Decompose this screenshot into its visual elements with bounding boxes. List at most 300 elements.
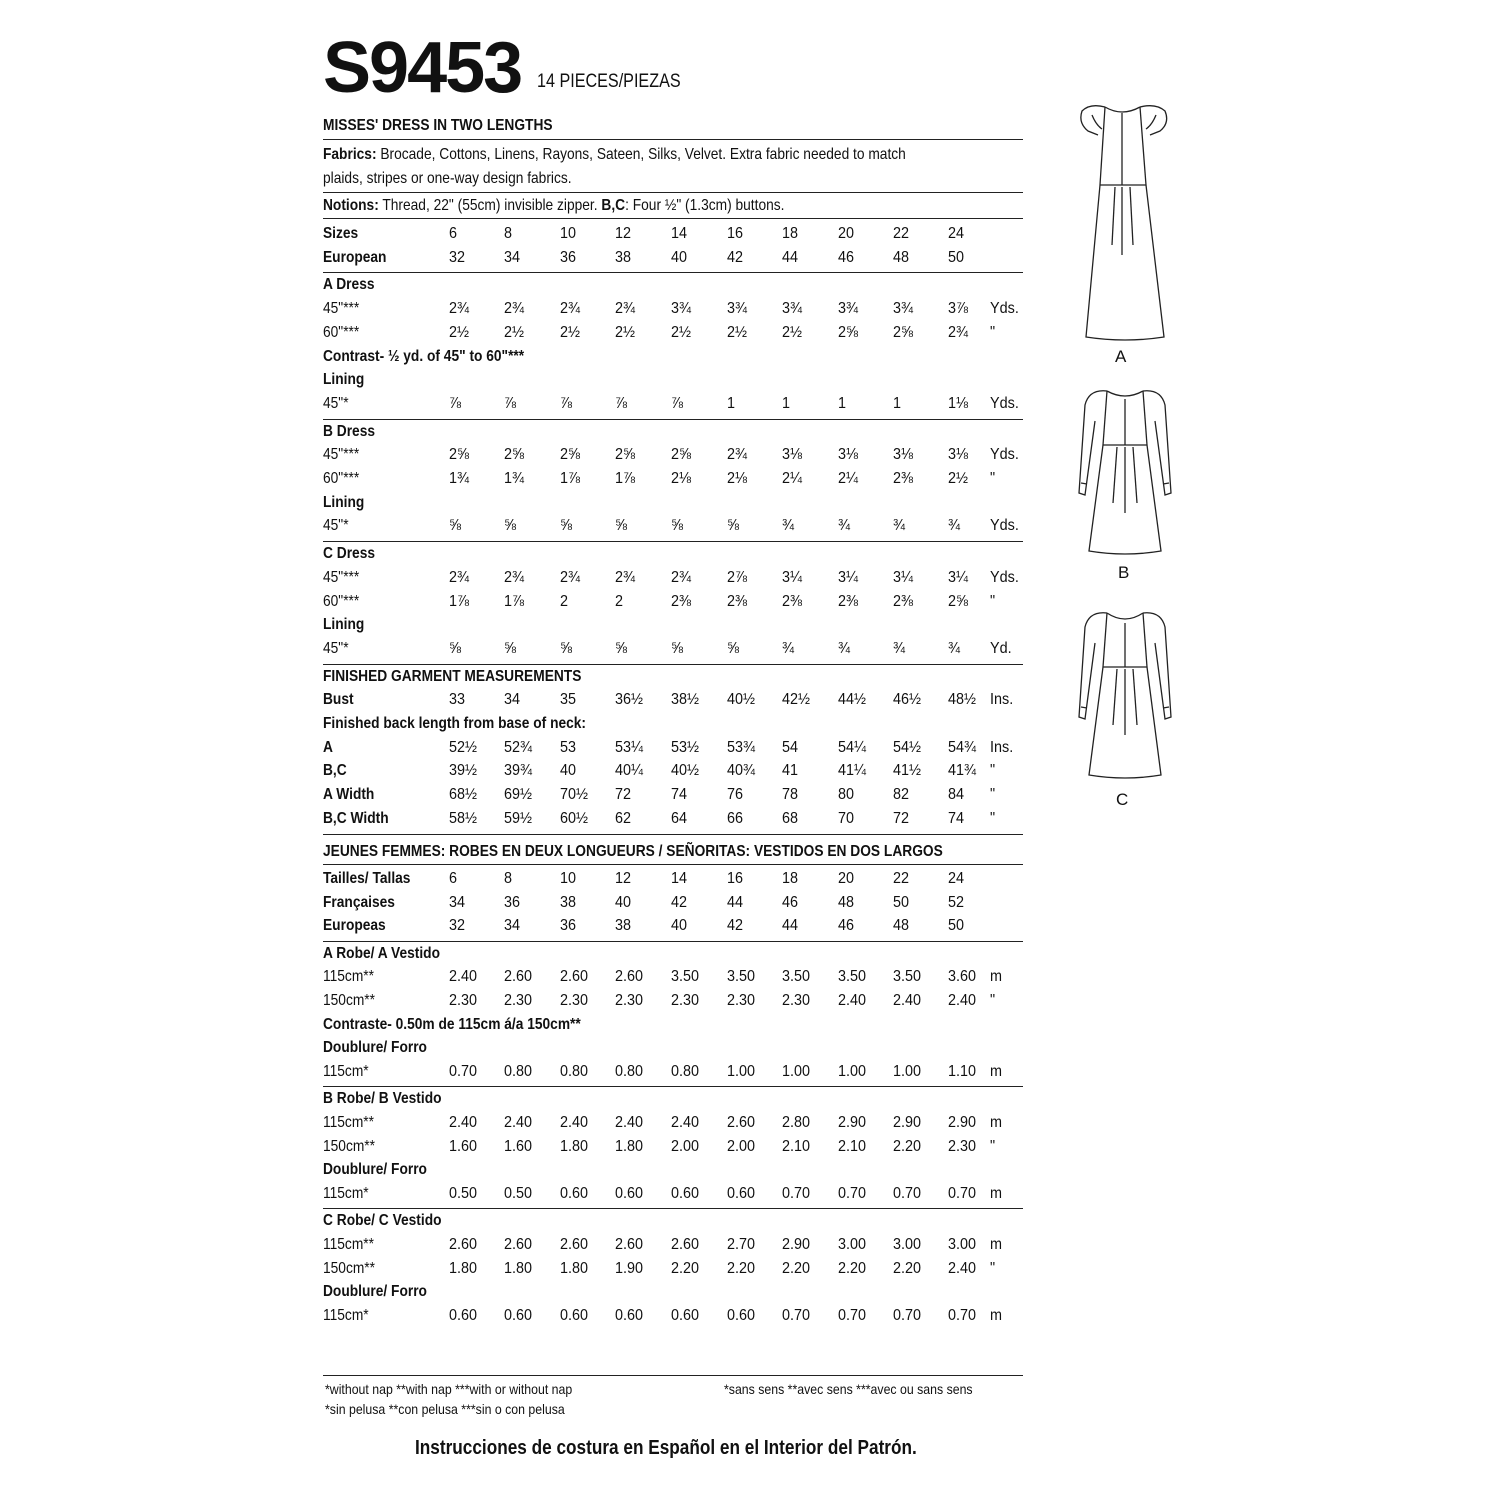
table-cell: 3¼ [948,568,969,586]
table-cell: 41¼ [838,762,867,780]
table-cell: ¾ [782,517,795,535]
table-cell: 2.60 [560,968,589,986]
table-cell: 0.50 [504,1184,533,1202]
unit-cell: Yds. [990,568,1019,586]
unit-cell: Yds. [990,394,1019,412]
divider [323,272,1023,273]
unit-cell: " [990,1259,996,1277]
row-label: 60"*** [323,470,360,487]
row-label: Europeas [323,917,386,935]
table-cell: 2¼ [838,470,859,487]
table-cell: 2⅝ [671,446,692,464]
table-cell: 40¼ [615,762,644,780]
table-cell: 34 [504,248,521,266]
table-cell: 68½ [449,786,478,804]
table-cell: 48 [893,917,910,935]
table-cell: 1⅞ [449,592,470,610]
table-cell: 54½ [893,738,922,756]
table-cell: 36 [504,893,521,911]
table-cell: 42 [671,893,688,911]
table-cell: 2½ [615,323,636,341]
divider [323,139,1023,140]
table-cell: 2⅛ [727,470,748,487]
table-cell: ⅝ [449,517,462,535]
table-cell: 2.30 [449,992,478,1009]
table-cell: 34 [504,917,521,935]
unit-cell: m [990,1306,1002,1324]
table-cell: 3¾ [671,300,692,318]
table-cell: 2¾ [560,300,581,318]
table-cell: 1.90 [615,1259,644,1277]
table-cell: 1 [782,394,791,412]
notions-line [323,196,784,216]
row-label: Françaises [323,893,395,911]
row-label: 115cm** [323,1236,374,1253]
table-cell: 2.40 [560,1114,589,1131]
table-cell: 0.60 [671,1306,700,1324]
table-cell: 3⅞ [948,300,969,318]
table-cell: ⅝ [615,639,628,657]
table-cell: 22 [893,225,910,242]
table-cell: 0.70 [782,1306,811,1324]
footnote-english: *without nap **with nap ***with or without nap [325,1381,573,1397]
table-cell: 0.60 [727,1184,756,1202]
table-cell: 2.00 [671,1137,700,1155]
table-cell: 2.40 [893,992,922,1009]
table-cell: 0.60 [560,1184,589,1202]
table-cell: 2 [615,592,624,610]
table-cell: 24 [948,870,965,887]
unit-cell: " [990,762,996,780]
divider [323,834,1023,835]
table-cell: 3.50 [893,968,922,986]
row-label: 45"*** [323,568,360,586]
table-cell: 46½ [893,691,922,709]
table-cell: 78 [782,786,799,804]
french-spanish-title: JEUNES FEMMES: ROBES EN DEUX LONGUEURS / SEÑORITAS: VESTIDOS EN DOS LARGOS [323,843,943,860]
table-cell: 2.00 [727,1137,756,1155]
table-cell: 2.60 [671,1236,700,1253]
row-label: 115cm* [323,1306,369,1324]
table-cell: 2.60 [449,1236,478,1253]
view-letter-a: A [1115,347,1127,366]
table-cell: 38 [615,248,632,266]
table-cell: ⅞ [504,394,517,412]
table-cell: 41¾ [948,762,977,780]
table-cell: 39¾ [504,762,533,780]
table-cell: 2.60 [504,1236,533,1253]
table-cell: 2⅝ [560,446,581,464]
divider [323,1208,1023,1209]
table-cell: 1.80 [615,1137,644,1155]
table-cell: 2.40 [948,1259,977,1277]
table-cell: 2.30 [948,1137,977,1155]
table-cell: 38½ [671,691,700,709]
divider [323,419,1023,420]
table-cell: 53¾ [727,738,756,756]
table-cell: 2.70 [727,1236,756,1253]
table-cell: 84 [948,786,965,804]
table-cell: 2.60 [727,1114,756,1131]
table-cell: 2.80 [782,1114,811,1131]
table-cell: 1.80 [560,1137,589,1155]
row-label: Doublure/ Forro [323,1039,427,1057]
table-cell: 1⅛ [948,394,969,412]
table-cell: ⅝ [560,639,573,657]
table-cell: 1¾ [504,470,525,487]
table-cell: 1.60 [449,1137,478,1155]
table-cell: 36½ [615,691,644,709]
notions-text-2: : Four ½" (1.3cm) buttons. [625,197,785,214]
row-label: 115cm** [323,1114,374,1131]
fabrics-line-2: plaids, stripes or one-way design fabrics. [323,170,572,187]
table-cell: ⅞ [615,394,628,412]
table-cell: 33 [449,691,466,709]
row-label: 60"*** [323,323,360,341]
table-cell: ⅝ [504,639,517,657]
table-cell: ⅝ [671,639,684,657]
table-cell: 40½ [671,762,700,780]
table-cell: 42 [727,917,744,935]
table-cell: 50 [948,917,965,935]
table-cell: 35 [560,691,577,709]
table-cell: 36 [560,248,577,266]
table-cell: 44 [782,917,799,935]
table-cell: ¾ [782,639,795,657]
table-cell: ¾ [948,639,961,657]
table-cell: 0.70 [782,1184,811,1202]
table-cell: 40 [671,248,688,266]
table-cell: 20 [838,225,855,242]
table-cell: 50 [948,248,965,266]
row-label: 150cm** [323,992,376,1009]
table-cell: 48 [893,248,910,266]
table-cell: 3⅛ [893,446,914,464]
table-cell: 42 [727,248,744,266]
table-cell: 3¼ [838,568,859,586]
table-cell: 40¾ [727,762,756,780]
table-cell: 0.60 [449,1306,478,1324]
table-cell: 16 [727,225,744,242]
table-cell: 2¼ [782,470,803,487]
table-cell: 41 [782,762,799,780]
row-label: 45"* [323,639,349,657]
row-label: 45"* [323,394,349,412]
table-cell: 16 [727,870,744,887]
row-label: 115cm** [323,968,374,986]
table-cell: 0.70 [838,1184,867,1202]
table-cell: ⅞ [560,394,573,412]
fabrics-text: Brocade, Cottons, Linens, Rayons, Sateen, Silks, Velvet. Extra fabric needed to match [376,146,906,163]
unit-cell: Yd. [990,639,1012,657]
table-cell: 52½ [449,738,478,756]
table-cell: 3.50 [727,968,756,986]
table-cell: 8 [504,870,513,887]
table-cell: 2½ [449,323,470,341]
unit-cell: m [990,1236,1002,1253]
pieces-count: 14 PIECES/PIEZAS [537,71,681,92]
table-cell: 2¾ [727,446,748,464]
table-cell: 53¼ [615,738,644,756]
divider [323,864,1023,865]
table-cell: 82 [893,786,910,804]
table-cell: 2.60 [504,968,533,986]
table-cell: 2.30 [615,992,644,1009]
row-label: 45"*** [323,300,360,318]
table-cell: 2.60 [615,1236,644,1253]
row-label: European [323,248,387,266]
dress-view-b-drawing [1075,383,1175,558]
table-cell: 1⅞ [504,592,525,610]
pattern-number: S9453 [323,28,522,108]
table-cell: 34 [504,691,521,709]
table-cell: 18 [782,870,799,887]
table-cell: 48½ [948,691,977,709]
table-cell: 74 [671,786,688,804]
unit-cell: Ins. [990,738,1014,756]
table-cell: 2.20 [727,1259,756,1277]
table-cell: 6 [449,870,458,887]
table-cell: 54 [782,738,799,756]
fabrics-label: Fabrics: [323,146,377,163]
table-cell: 6 [449,225,458,242]
table-cell: 22 [893,870,910,887]
table-cell: 0.70 [449,1062,478,1080]
table-cell: 1.80 [560,1259,589,1277]
table-cell: ⅝ [560,517,573,535]
row-label: Lining [323,493,365,511]
table-cell: 3.00 [948,1236,977,1253]
table-cell: 10 [560,870,577,887]
pattern-title: MISSES' DRESS IN TWO LENGTHS [323,117,553,134]
table-cell: ¾ [893,517,906,535]
table-cell: 1.80 [504,1259,533,1277]
row-label: 60"*** [323,592,360,610]
table-cell: ⅝ [449,639,462,657]
table-cell: 2 [560,592,569,610]
table-cell: 2½ [948,470,969,487]
table-cell: 2⅝ [615,446,636,464]
unit-cell: m [990,1062,1002,1080]
divider [323,1086,1023,1087]
table-cell: ⅝ [671,517,684,535]
table-cell: 2.90 [782,1236,811,1253]
table-cell: 1.00 [893,1062,922,1080]
table-cell: 0.70 [893,1306,922,1324]
row-label: A Width [323,786,375,804]
table-cell: 0.60 [560,1306,589,1324]
table-cell: ¾ [893,639,906,657]
table-cell: 40 [615,893,632,911]
table-cell: 2⅞ [727,568,748,586]
row-label: 45"*** [323,446,360,464]
row-label: 150cm** [323,1259,376,1277]
table-cell: 38 [560,893,577,911]
table-cell: 2.40 [838,992,867,1009]
unit-cell: " [990,592,996,610]
table-cell: 58½ [449,809,478,827]
table-cell: ⅞ [671,394,684,412]
row-label: Lining [323,616,365,634]
row-label: A Robe/ A Vestido [323,944,440,962]
spanish-instructions-note: Instrucciones de costura en Español en el Interior del Patrón. [415,1437,917,1459]
table-cell: 2⅜ [727,592,748,610]
table-cell: 46 [782,893,799,911]
row-label: 115cm* [323,1184,369,1202]
table-cell: 1⅞ [615,470,636,487]
table-cell: 2.20 [671,1259,700,1277]
table-cell: 12 [615,225,632,242]
table-cell: 42½ [782,691,811,709]
table-cell: 2¾ [615,300,636,318]
table-cell: 0.60 [615,1306,644,1324]
table-cell: 2.40 [615,1114,644,1131]
table-cell: 59½ [504,809,533,827]
table-cell: 2¾ [504,568,525,586]
table-cell: 2.30 [504,992,533,1009]
table-cell: 3.50 [782,968,811,986]
row-label: 150cm** [323,1137,376,1155]
table-cell: 2⅝ [504,446,525,464]
table-cell: 3¾ [727,300,748,318]
table-cell: 1 [727,394,736,412]
table-cell: 14 [671,225,688,242]
table-cell: 2.40 [449,968,478,986]
table-cell: 44 [727,893,744,911]
fabrics-line-1 [323,145,906,165]
table-cell: 0.70 [838,1306,867,1324]
table-cell: 40 [560,762,577,780]
notions-bc: B,C [601,197,626,214]
table-cell: 70 [838,809,855,827]
unit-cell: " [990,323,996,341]
table-cell: ⅞ [449,394,462,412]
table-cell: 3⅛ [838,446,859,464]
row-label: C Robe/ C Vestido [323,1212,442,1230]
footnote-spanish: *sin pelusa **con pelusa ***sin o con pelusa [325,1401,565,1417]
table-cell: 2.30 [727,992,756,1009]
table-cell: 1¾ [449,470,470,487]
table-cell: 2⅛ [671,470,692,487]
unit-cell: Yds. [990,517,1019,535]
table-cell: 46 [838,248,855,266]
table-cell: 68 [782,809,799,827]
table-cell: 1.00 [838,1062,867,1080]
table-cell: 76 [727,786,744,804]
row-label: 115cm* [323,1062,369,1080]
table-cell: 3.00 [838,1236,867,1253]
table-cell: 2¾ [449,568,470,586]
table-cell: 72 [615,786,632,804]
table-cell: 69½ [504,786,533,804]
unit-cell: " [990,470,996,487]
table-cell: 2¾ [449,300,470,318]
divider [323,541,1023,542]
table-cell: 2½ [560,323,581,341]
table-cell: 2⅝ [948,592,969,610]
divider [323,941,1023,942]
row-label: B,C Width [323,809,389,827]
table-cell: 2.30 [671,992,700,1009]
table-cell: 70½ [560,786,589,804]
table-cell: ¾ [948,517,961,535]
table-cell: 54¼ [838,738,867,756]
table-cell: 2⅝ [838,323,859,341]
unit-cell: m [990,968,1002,986]
table-cell: 40½ [727,691,756,709]
row-label: Contraste- 0.50m de 115cm á/a 150cm** [323,1015,581,1033]
table-cell: 3⅛ [782,446,803,464]
table-cell: 10 [560,225,577,242]
row-label: Doublure/ Forro [323,1161,427,1179]
table-cell: 2.20 [893,1259,922,1277]
unit-cell: " [990,786,996,804]
unit-cell: m [990,1114,1002,1131]
table-cell: 2.90 [838,1114,867,1131]
table-cell: 50 [893,893,910,911]
table-cell: ⅝ [727,517,740,535]
unit-cell: Yds. [990,446,1019,464]
table-cell: 40 [671,917,688,935]
table-cell: 36 [560,917,577,935]
table-cell: 2⅝ [893,323,914,341]
table-cell: 1.10 [948,1062,977,1080]
table-cell: 3¼ [893,568,914,586]
table-cell: 2½ [504,323,525,341]
table-cell: 0.80 [504,1062,533,1080]
table-cell: 2.30 [560,992,589,1009]
unit-cell: " [990,809,996,827]
table-cell: 2¾ [948,323,969,341]
divider [323,1375,1023,1376]
table-cell: 34 [449,893,466,911]
table-cell: 2.40 [504,1114,533,1131]
table-cell: 74 [948,809,965,827]
table-cell: 2⅜ [782,592,803,610]
table-cell: ⅝ [615,517,628,535]
table-cell: 46 [838,917,855,935]
table-cell: 2.90 [948,1114,977,1131]
table-cell: 3¾ [838,300,859,318]
table-cell: 52 [948,893,965,911]
table-cell: 0.60 [615,1184,644,1202]
table-cell: 3⅛ [948,446,969,464]
unit-cell: Ins. [990,691,1014,709]
table-cell: 2½ [727,323,748,341]
table-cell: 2.20 [893,1137,922,1155]
table-cell: 1⅞ [560,470,581,487]
table-cell: 3¼ [782,568,803,586]
table-cell: 0.70 [893,1184,922,1202]
row-label: B Robe/ B Vestido [323,1090,442,1108]
table-cell: 1.80 [449,1259,478,1277]
table-cell: 1.00 [782,1062,811,1080]
view-letter-c: C [1116,790,1129,809]
table-cell: 2.60 [615,968,644,986]
table-cell: 44 [782,248,799,266]
unit-cell: " [990,992,996,1009]
table-cell: ⅝ [504,517,517,535]
table-cell: 8 [504,225,513,242]
table-cell: 18 [782,225,799,242]
table-cell: ¾ [838,517,851,535]
table-cell: 3.00 [893,1236,922,1253]
table-cell: 0.60 [727,1306,756,1324]
table-cell: 3¾ [893,300,914,318]
unit-cell: " [990,1137,996,1155]
table-cell: 2.60 [560,1236,589,1253]
table-cell: 0.50 [449,1184,478,1202]
